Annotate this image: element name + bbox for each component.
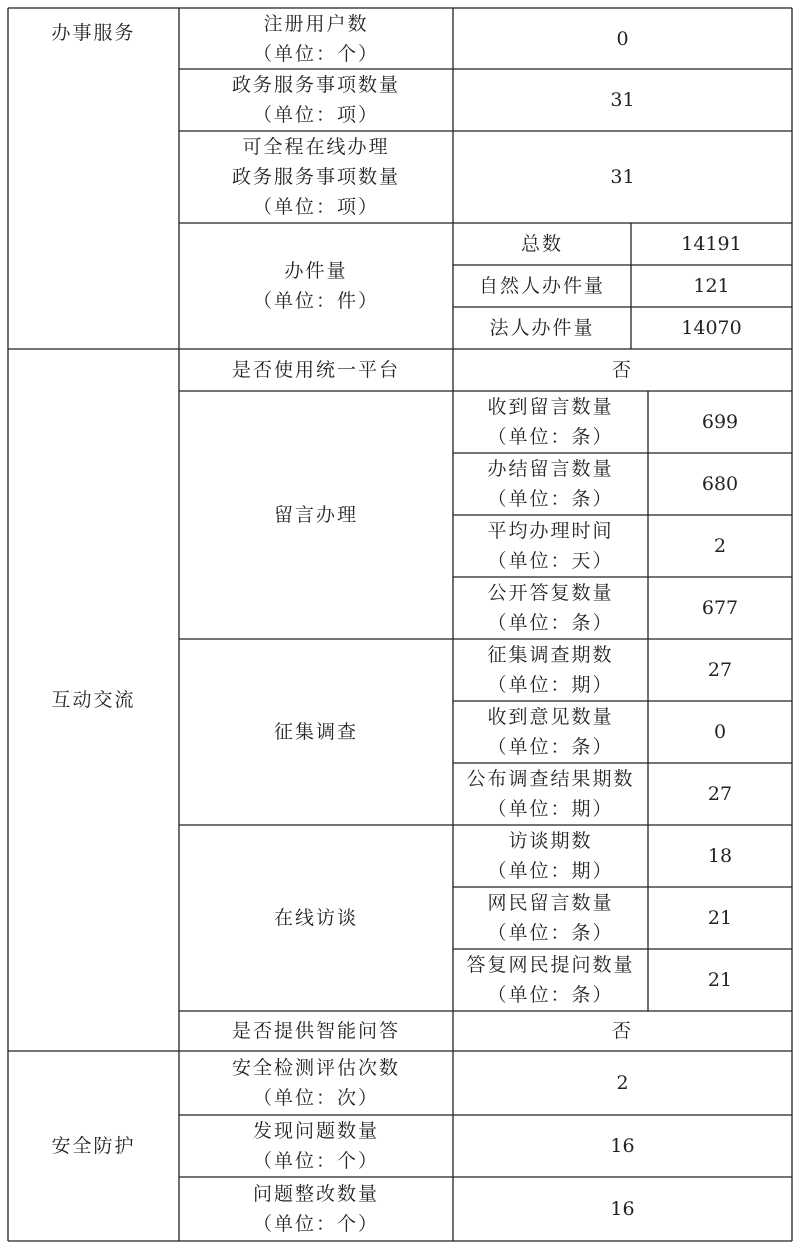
messages-group-label: 留言办理 (273, 504, 358, 526)
messages-public-replies-label: 公开答复数量 （单位：条） (487, 582, 614, 634)
messages-avg-time-value: 2 (713, 535, 727, 557)
survey-periods-label: 征集调查期数 （单位：期） (487, 644, 614, 696)
interview-netizen-msgs-value: 21 (707, 907, 733, 929)
messages-received-label: 收到留言数量 （单位：条） (487, 396, 614, 448)
section-interaction-label: 互动交流 (51, 689, 136, 711)
survey-group-label: 征集调查 (273, 721, 358, 743)
cases-total-value: 14191 (681, 233, 742, 255)
messages-resolved-label: 办结留言数量 （单位：条） (487, 458, 614, 510)
interview-periods-value: 18 (707, 845, 733, 867)
interview-answers-label: 答复网民提问数量 （单位：条） (466, 954, 635, 1006)
messages-resolved-value: 680 (701, 473, 739, 495)
interview-netizen-msgs-label: 网民留言数量 （单位：条） (487, 892, 614, 944)
online-items-label: 可全程在线办理 政务服务事项数量 （单位：项） (231, 136, 400, 218)
survey-results-label: 公布调查结果期数 （单位：期） (466, 768, 635, 820)
interview-group-label: 在线访谈 (273, 907, 358, 929)
section-security-label: 安全防护 (51, 1135, 136, 1157)
survey-opinions-label: 收到意见数量 （单位：条） (487, 706, 614, 758)
cases-label: 办件量 （单位：件） (252, 260, 379, 312)
interview-periods-label: 访谈期数 （单位：期） (487, 830, 614, 882)
evaluations-label: 安全检测评估次数 （单位：次） (231, 1057, 400, 1109)
issues-fixed-label: 问题整改数量 （单位：个） (252, 1183, 379, 1235)
evaluations-value: 2 (616, 1072, 629, 1094)
cases-total-label: 总数 (520, 233, 563, 255)
smart-qa-label: 是否提供智能问答 (231, 1020, 400, 1042)
survey-opinions-value: 0 (713, 721, 727, 743)
cases-natural-value: 121 (693, 275, 730, 297)
survey-periods-value: 27 (707, 659, 733, 681)
survey-results-value: 27 (707, 783, 733, 805)
cases-natural-label: 自然人办件量 (478, 275, 605, 297)
issues-found-value: 16 (610, 1135, 635, 1157)
registered-users-value: 0 (616, 27, 629, 50)
unified-platform-label: 是否使用统一平台 (231, 359, 400, 381)
cases-legal-value: 14070 (681, 317, 742, 339)
messages-received-value: 699 (701, 411, 739, 433)
issues-found-label: 发现问题数量 （单位：个） (252, 1120, 379, 1172)
messages-avg-time-label: 平均办理时间 （单位：天） (487, 520, 614, 572)
registered-users-label: 注册用户数 （单位：个） (252, 12, 379, 65)
issues-fixed-value: 16 (610, 1198, 635, 1220)
interview-answers-value: 21 (707, 969, 733, 991)
cases-legal-label: 法人办件量 (489, 317, 595, 339)
smart-qa-value: 否 (611, 1020, 633, 1042)
section-service-label: 办事服务 (51, 22, 136, 44)
items-count-value: 31 (610, 89, 635, 111)
messages-public-replies-value: 677 (701, 597, 739, 619)
online-items-value: 31 (610, 166, 635, 188)
unified-platform-value: 否 (611, 359, 633, 381)
items-count-label: 政务服务事项数量 （单位：项） (231, 74, 400, 126)
